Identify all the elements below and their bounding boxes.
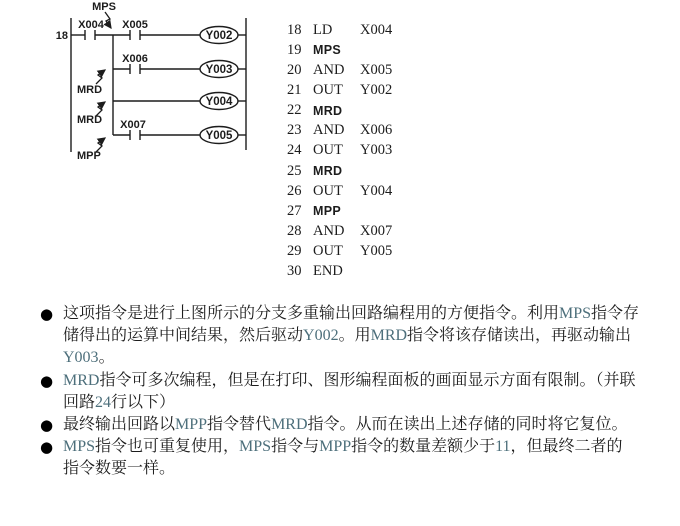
coil-label-y003: Y003 bbox=[205, 64, 233, 76]
opcode: END bbox=[313, 263, 343, 280]
instruction-row bbox=[287, 221, 392, 241]
mps-arrow-icon bbox=[105, 12, 111, 28]
chinese-run: 最终输出回路以 bbox=[63, 416, 176, 434]
chinese-run: 指令可多次编程，但是在打印、图形编程面板的画面显示方面有限制。（并联 bbox=[99, 371, 636, 389]
step-number: 22 bbox=[287, 102, 302, 119]
note-line bbox=[63, 436, 670, 458]
latin-run: MPS bbox=[239, 438, 272, 456]
step-number: 24 bbox=[287, 142, 302, 159]
note-line bbox=[63, 325, 670, 347]
notes bbox=[40, 303, 670, 481]
latin-run: MPP bbox=[175, 416, 208, 434]
step-number: 30 bbox=[287, 263, 302, 280]
chinese-run: 指令与 bbox=[271, 438, 320, 456]
note-line bbox=[63, 303, 670, 325]
chinese-run: 指令的数量差额少于 bbox=[351, 438, 496, 456]
instruction-row bbox=[287, 161, 392, 181]
note-text bbox=[63, 436, 670, 480]
step-number: 21 bbox=[287, 81, 302, 98]
instruction-row bbox=[287, 141, 392, 161]
opcode: AND bbox=[313, 61, 345, 78]
opcode: LD bbox=[313, 21, 333, 38]
contact-x004 bbox=[85, 30, 95, 40]
instruction-row bbox=[287, 101, 392, 121]
note-item bbox=[40, 303, 670, 370]
opcode: OUT bbox=[313, 243, 343, 260]
contact-label-x006: X006 bbox=[122, 53, 148, 65]
note-line bbox=[63, 414, 670, 436]
latin-run: MPS bbox=[559, 305, 592, 322]
chinese-run: 指令替代 bbox=[207, 416, 272, 434]
opcode: OUT bbox=[313, 182, 343, 199]
operand: Y003 bbox=[360, 142, 393, 159]
note-item bbox=[40, 370, 670, 414]
chinese-run: 指令。从而在读出上述存储的同时将它复位。 bbox=[307, 416, 628, 434]
instruction-row bbox=[287, 20, 392, 40]
operand: Y002 bbox=[360, 81, 393, 98]
opcode: MRD bbox=[313, 164, 343, 179]
chinese-run: 指令也可重复使用， bbox=[95, 438, 240, 456]
instruction-row bbox=[287, 80, 392, 100]
ladder-diagram bbox=[0, 0, 270, 170]
rung-step-number: 18 bbox=[55, 30, 68, 42]
latin-run: Y002 bbox=[303, 327, 339, 345]
bullet-icon: ● bbox=[40, 438, 54, 457]
contact-x005 bbox=[130, 30, 140, 40]
note-item bbox=[40, 414, 670, 436]
opcode: MPP bbox=[313, 204, 341, 219]
coil-label-y005: Y005 bbox=[205, 130, 233, 142]
chinese-run: 这项指令是进行上图所示的分支多重输出回路编程用的方便指令。利用 bbox=[63, 305, 560, 322]
chinese-run: 。用 bbox=[338, 327, 371, 345]
note-line bbox=[63, 347, 670, 369]
mrd1-arrow-icon bbox=[96, 70, 105, 84]
instruction-row bbox=[287, 121, 392, 141]
operand: Y005 bbox=[360, 243, 393, 260]
step-number: 19 bbox=[287, 41, 302, 58]
step-number: 27 bbox=[287, 202, 302, 219]
contact-x007 bbox=[130, 130, 140, 140]
step-number: 25 bbox=[287, 162, 302, 179]
coil-label-y004: Y004 bbox=[205, 96, 233, 108]
note-item bbox=[40, 436, 670, 480]
opcode: MRD bbox=[313, 103, 343, 118]
instruction-row bbox=[287, 262, 392, 282]
chinese-run: ，但最终二者的 bbox=[510, 438, 623, 456]
bullet-icon: ● bbox=[40, 305, 54, 323]
opcode: MPS bbox=[313, 43, 341, 58]
bullet-icon: ● bbox=[40, 416, 54, 435]
latin-run: MPP bbox=[319, 438, 352, 456]
opcode: OUT bbox=[313, 142, 343, 159]
operand: X005 bbox=[360, 61, 393, 78]
bullet-icon: ● bbox=[40, 371, 54, 390]
chinese-run: 回路 bbox=[63, 393, 96, 411]
instruction-row bbox=[287, 181, 392, 201]
chinese-run: 指令存 bbox=[591, 305, 640, 322]
step-number: 28 bbox=[287, 222, 302, 239]
latin-run: MRD bbox=[63, 371, 100, 389]
instruction-row bbox=[287, 40, 392, 60]
instruction-row bbox=[287, 242, 392, 262]
instruction-row bbox=[287, 201, 392, 221]
latin-run: 11 bbox=[495, 438, 511, 456]
contact-label-x004: X004 bbox=[78, 19, 104, 31]
operand: X006 bbox=[360, 122, 393, 139]
latin-run: MRD bbox=[370, 327, 408, 345]
mrd-label-2: MRD bbox=[77, 114, 103, 126]
step-number: 18 bbox=[287, 21, 302, 38]
mrd-label-1: MRD bbox=[77, 84, 103, 96]
latin-run: MRD bbox=[271, 416, 308, 434]
opcode: OUT bbox=[313, 81, 343, 98]
operand: X004 bbox=[360, 21, 393, 38]
latin-run: Y003 bbox=[63, 349, 99, 367]
chinese-run: 指令将该存储读出，再驱动输出 bbox=[407, 327, 632, 345]
note-text bbox=[63, 370, 670, 414]
contact-label-x005: X005 bbox=[122, 19, 148, 31]
latin-run: 24 bbox=[95, 393, 112, 411]
note-text bbox=[63, 414, 670, 436]
operand: Y004 bbox=[360, 182, 393, 199]
chinese-run: 。 bbox=[98, 349, 115, 367]
stack-arrows bbox=[96, 12, 111, 152]
note-line bbox=[63, 392, 670, 414]
step-number: 29 bbox=[287, 243, 302, 260]
opcode: AND bbox=[313, 222, 345, 239]
chinese-run: 行以下） bbox=[111, 393, 176, 411]
step-number: 23 bbox=[287, 122, 302, 139]
note-line bbox=[63, 370, 670, 392]
latin-run: MPS bbox=[63, 438, 96, 456]
note-text bbox=[63, 303, 670, 370]
contact-label-x007: X007 bbox=[120, 119, 146, 131]
step-number: 20 bbox=[287, 61, 302, 78]
step-number: 26 bbox=[287, 182, 302, 199]
instruction-list bbox=[287, 20, 392, 282]
chinese-run: 储得出的运算中间结果，然后驱动 bbox=[63, 327, 304, 345]
instruction-row bbox=[287, 60, 392, 80]
chinese-run: 指令数要一样。 bbox=[63, 460, 176, 478]
operand: X007 bbox=[360, 222, 393, 239]
coil-label-y002: Y002 bbox=[205, 30, 233, 42]
note-line bbox=[63, 458, 670, 480]
mps-label: MPS bbox=[92, 1, 116, 13]
opcode: AND bbox=[313, 122, 345, 139]
contact-x006 bbox=[130, 64, 140, 74]
mpp-label: MPP bbox=[77, 150, 101, 162]
